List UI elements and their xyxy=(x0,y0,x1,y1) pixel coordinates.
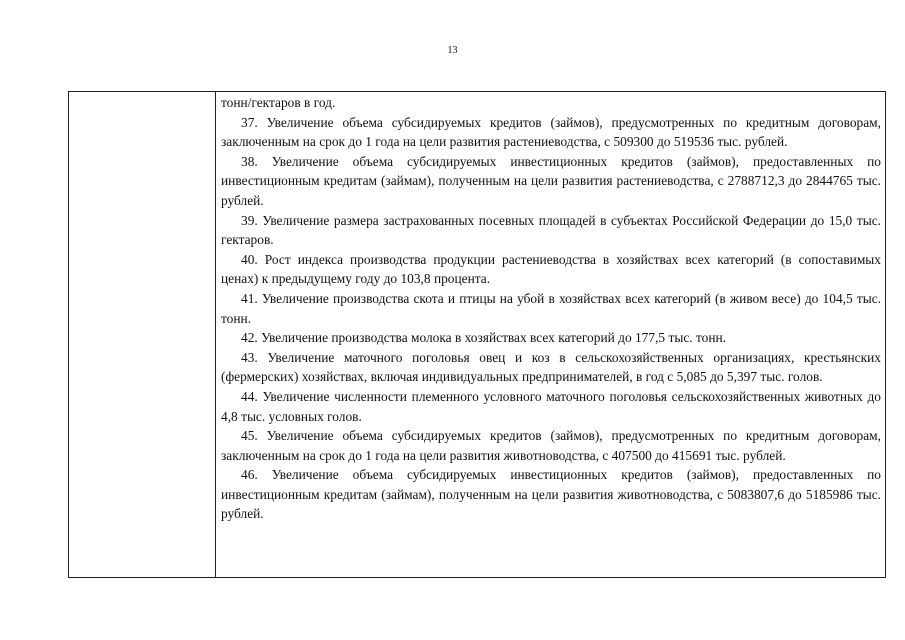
continuation-paragraph: тонн/гектаров в год. xyxy=(221,95,336,110)
table-left-cell xyxy=(69,92,216,577)
list-item: 45. Увеличение объема субсидируемых кредитов (займов), предусмотренных по кредитным договорам, заключенным на срок до 1 года на цели развития животноводства, с 407500 до 415691 тыс. рублей. xyxy=(221,428,881,463)
list-item: 42. Увеличение производства молока в хозяйствах всех категорий до 177,5 тыс. тонн. xyxy=(241,330,727,346)
table-right-cell xyxy=(216,92,885,577)
page-number: 13 xyxy=(447,45,458,56)
list-item: 43. Увеличение маточного поголовья овец и коз в сельскохозяйственных организациях, крестьянских (фермерских) хозяйствах, включая индивидуальных предпринимателей, в год с 5,085 до 5,397 тыс. голов. xyxy=(221,349,881,385)
list-item: 40. Рост индекса производства продукции растениеводства в хозяйствах всех категорий (в сопоставимых ценах) к предыдущему году до 103,8 процента. xyxy=(221,251,881,287)
list-item: 44. Увеличение численности племенного условного маточного поголовья сельскохозяйственных животных до 4,8 тыс. условных голов. xyxy=(221,388,881,424)
document-table xyxy=(68,91,886,578)
list-item: 46. Увеличение объема субсидируемых инвестиционных кредитов (займов), предоставленных по инвестиционным кредитам (займам), полученным на цели развития животноводства, с 5083807,6 до 5185986 тыс. рублей. xyxy=(221,467,881,522)
list-item: 39. Увеличение размера застрахованных посевных площадей в субъектах Российской Федерации до 15,0 тыс. гектаров. xyxy=(221,212,881,248)
list-item: 38. Увеличение объема субсидируемых инвестиционных кредитов (займов), предоставленных по инвестиционным кредитам (займам), полученным на цели развития растениеводства, с 2788712,3 до 2844765 тыс. рублей. xyxy=(221,153,881,208)
list-item: 37. Увеличение объема субсидируемых кредитов (займов), предусмотренных по кредитным договорам, заключенным на срок до 1 года на цели развития растениеводства, с 509300 до 519536 тыс. рублей. xyxy=(221,114,881,150)
list-item: 41. Увеличение производства скота и птицы на убой в хозяйствах всех категорий (в живом весе) до 104,5 тыс. тонн. xyxy=(221,290,881,326)
